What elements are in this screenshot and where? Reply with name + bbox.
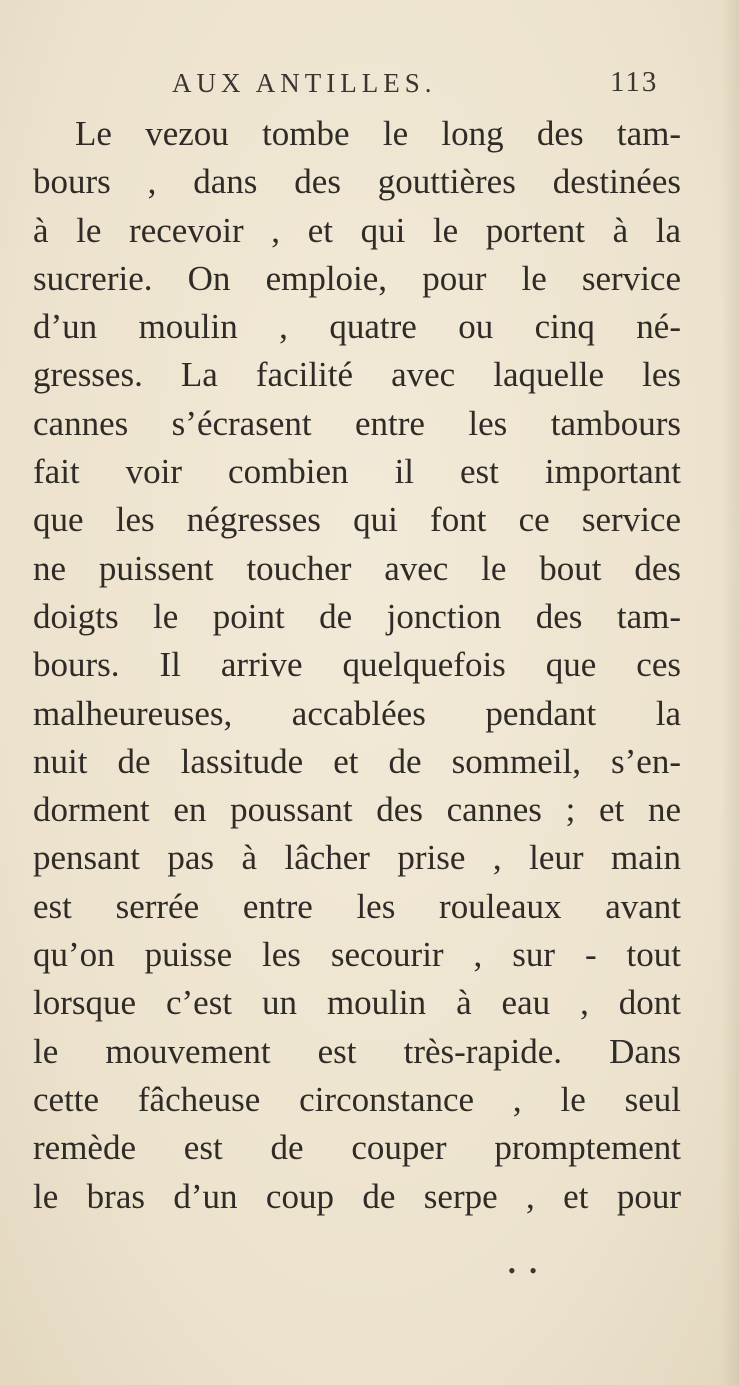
text-line: lorsque c’est un moulin à eau , dont <box>33 983 681 1023</box>
text-line: doigts le point de jonction des tam- <box>33 596 681 636</box>
text-line: bours. Il arrive quelquefois que ces <box>33 645 681 685</box>
text-line: pensant pas à lâcher prise , leur main <box>33 838 681 878</box>
text-line: fait voir combien il est important <box>33 452 681 492</box>
text-line: d’un moulin , quatre ou cinq né- <box>33 307 681 347</box>
text-line: sucrerie. On emploie, pour le service <box>33 258 681 298</box>
text-line: le mouvement est très-rapide. Dans <box>33 1031 681 1071</box>
text-line: gresses. La facilité avec laquelle les <box>33 355 681 395</box>
text-line: dorment en poussant des cannes ; et ne <box>33 790 681 830</box>
text-line: est serrée entre les rouleaux avant <box>33 886 681 926</box>
page-edge-shadow <box>721 0 739 1385</box>
running-title: AUX ANTILLES. <box>172 68 437 98</box>
text-line: qu’on puisse les secourir , sur - tout <box>33 935 681 975</box>
page-number: 113 <box>610 66 659 98</box>
text-line: cannes s’écrasent entre les tambours <box>33 403 681 443</box>
text-line: bours , dans des gouttières destinées <box>33 162 681 202</box>
text-line: cette fâcheuse circonstance , le seul <box>33 1079 681 1119</box>
text-line: Le vezou tombe le long des tam- <box>75 114 681 153</box>
text-line: malheureuses, accablées pendant la <box>33 693 681 733</box>
signature-mark: • • <box>508 1258 541 1283</box>
text-line: que les négresses qui font ce service <box>33 500 681 540</box>
text-line: nuit de lassitude et de sommeil, s’en- <box>33 741 681 781</box>
page-header <box>0 62 739 102</box>
text-line: le bras d’un coup de serpe , et pour <box>33 1176 681 1216</box>
body-text <box>33 110 681 1221</box>
text-line: ne puissent toucher avec le bout des <box>33 548 681 588</box>
text-line: remède est de couper promptement <box>33 1128 681 1168</box>
text-line: à le recevoir , et qui le portent à la <box>33 210 681 250</box>
